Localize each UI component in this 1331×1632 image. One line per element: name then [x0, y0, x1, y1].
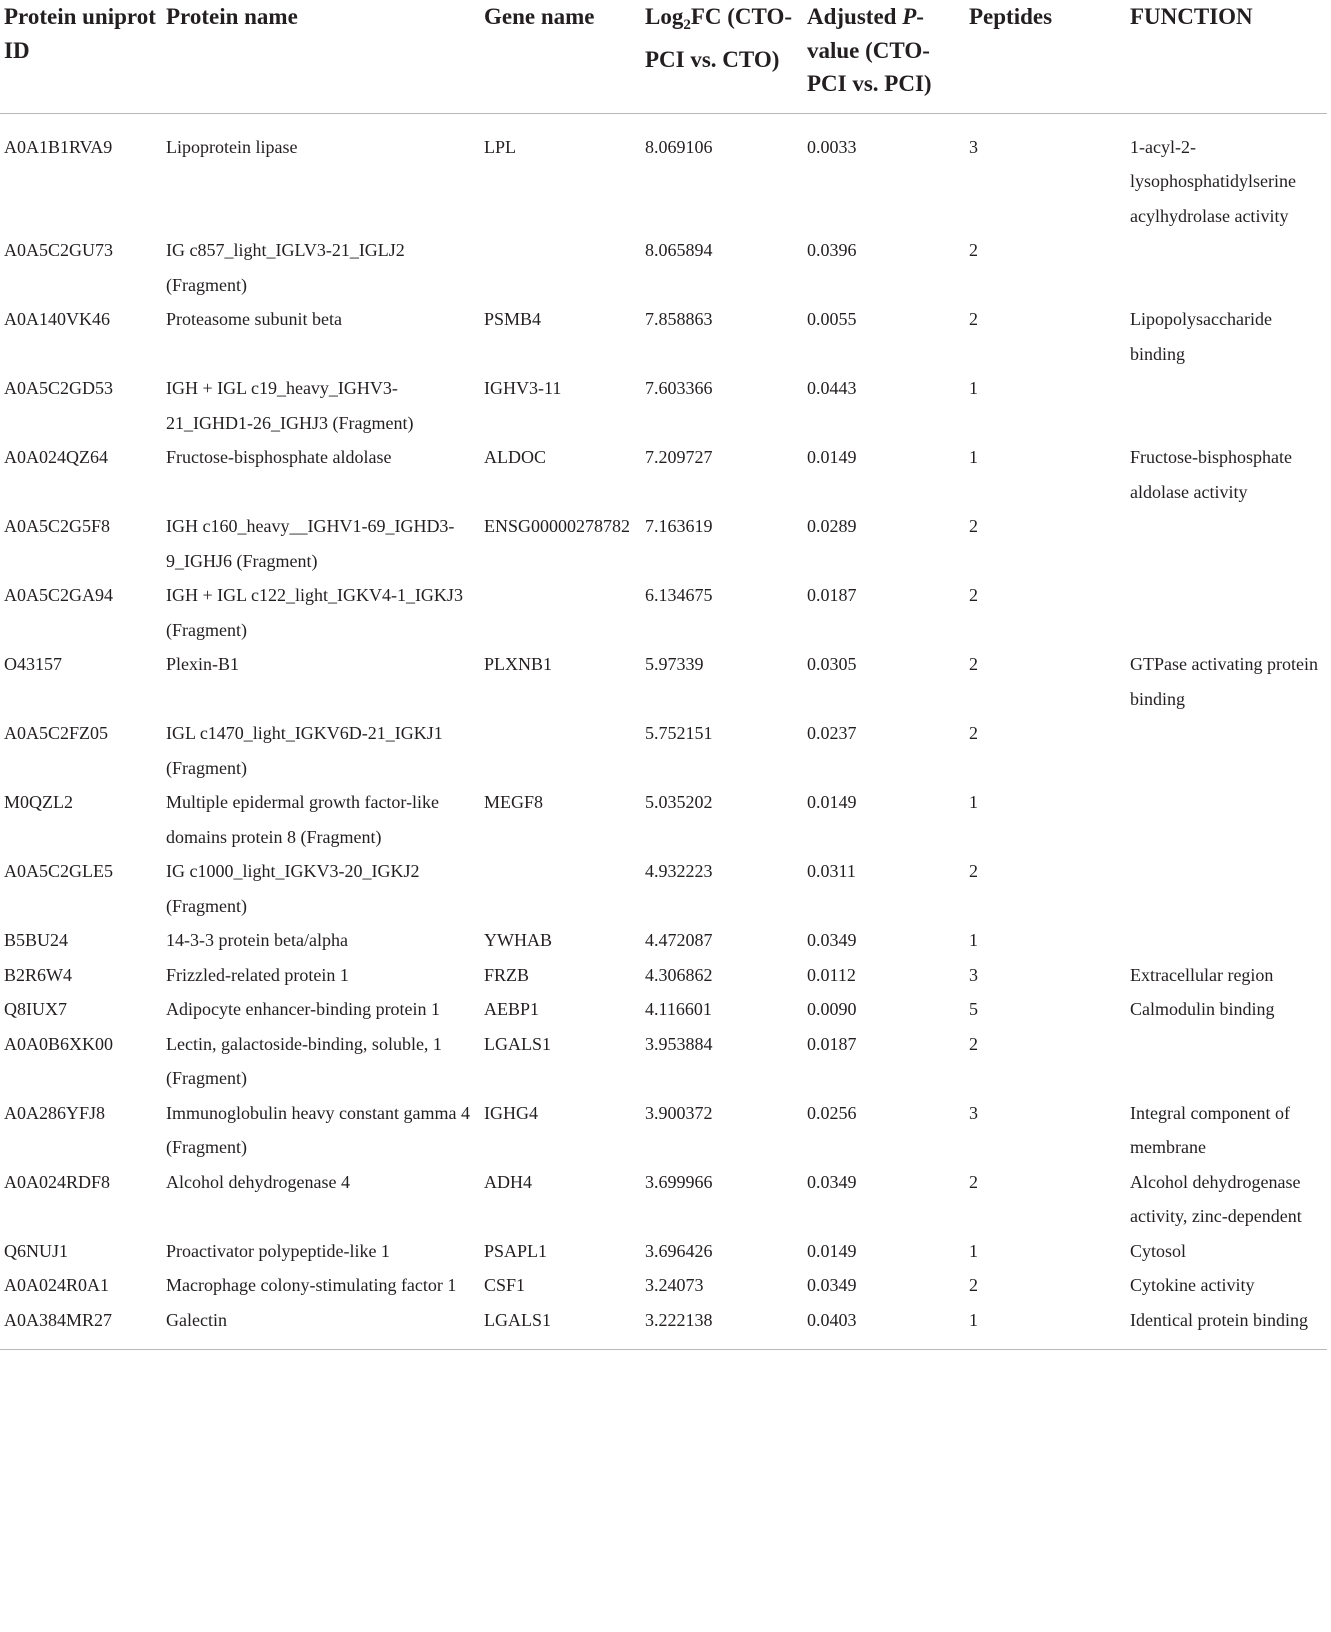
cell-protein-name: Multiple epidermal growth factor-like domains protein 8 (Fragment) — [166, 792, 440, 847]
cell-peptides: 2 — [969, 1033, 978, 1054]
cell-function — [1126, 1027, 1327, 1096]
cell-log2fc: 7.163619 — [645, 516, 713, 536]
cell-uniprot-id: A0A0B6XK00 — [4, 1033, 114, 1054]
header-log2fc-subscript: 2 — [683, 17, 691, 33]
table-row — [0, 1303, 1327, 1350]
cell-adjusted-pvalue: 0.0256 — [807, 1102, 857, 1123]
table-row — [0, 509, 1327, 578]
cell-function: GTPase activating protein binding — [1130, 654, 1318, 709]
table-header — [0, 0, 1327, 113]
cell-function — [1126, 509, 1327, 578]
table-row — [0, 1234, 1327, 1269]
cell-protein-name: Proactivator polypeptide-like 1 — [166, 1240, 390, 1261]
cell-log2fc: 4.116601 — [645, 999, 712, 1019]
cell-adjusted-pvalue: 0.0090 — [807, 999, 857, 1019]
table-row — [0, 1096, 1327, 1165]
cell-protein-name: IGH + IGL c122_light_IGKV4-1_IGKJ3 (Fragment) — [166, 585, 463, 640]
cell-peptides: 2 — [969, 1275, 978, 1295]
cell-adjusted-pvalue: 0.0149 — [807, 792, 857, 812]
header-pvalue-rest: -value (CTO-PCI vs. PCI) — [807, 4, 932, 96]
cell-adjusted-pvalue: 0.0149 — [807, 447, 857, 467]
header-peptides: Peptides — [965, 0, 1126, 113]
cell-uniprot-id: M0QZL2 — [4, 792, 73, 812]
header-function: FUNCTION — [1126, 0, 1327, 113]
cell-log2fc: 5.035202 — [645, 792, 713, 812]
cell-adjusted-pvalue: 0.0311 — [807, 861, 856, 881]
table-row — [0, 1165, 1327, 1234]
cell-uniprot-id: A0A024R0A1 — [4, 1275, 110, 1295]
cell-gene-name: ENSG00000278782 — [484, 516, 631, 536]
cell-gene-name: PLXNB1 — [484, 654, 553, 674]
cell-uniprot-id: A0A024RDF8 — [4, 1171, 111, 1192]
cell-protein-name: IG c857_light_IGLV3-21_IGLJ2 (Fragment) — [166, 240, 405, 295]
cell-log2fc: 4.306862 — [645, 964, 713, 985]
cell-uniprot-id: B5BU24 — [4, 930, 69, 950]
cell-adjusted-pvalue: 0.0349 — [807, 1171, 857, 1192]
header-log2fc-rest: FC (CTO-PCI vs. CTO) — [645, 4, 792, 72]
cell-function: Fructose-bisphosphate aldolase activity — [1130, 447, 1292, 502]
cell-protein-name: 14-3-3 protein beta/alpha — [166, 930, 348, 950]
table-row — [0, 113, 1327, 233]
cell-log2fc: 5.97339 — [645, 654, 704, 674]
cell-adjusted-pvalue: 0.0112 — [807, 964, 856, 985]
cell-adjusted-pvalue: 0.0443 — [807, 378, 857, 398]
cell-peptides: 2 — [969, 723, 978, 743]
cell-protein-name: IGH c160_heavy__IGHV1-69_IGHD3-9_IGHJ6 (Fragment) — [166, 516, 455, 571]
header-log2fc — [641, 0, 803, 113]
table-row — [0, 785, 1327, 854]
cell-function: Calmodulin binding — [1130, 999, 1275, 1019]
cell-protein-name: Alcohol dehydrogenase 4 — [166, 1171, 350, 1192]
cell-uniprot-id: A0A5C2GD53 — [4, 378, 114, 398]
cell-log2fc: 4.472087 — [645, 930, 713, 950]
cell-protein-name: Galectin — [162, 1303, 480, 1350]
table-row — [0, 1268, 1327, 1303]
cell-peptides: 2 — [969, 240, 978, 260]
cell-function: Cytosol — [1130, 1240, 1187, 1261]
cell-peptides: 2 — [969, 309, 978, 329]
cell-uniprot-id: A0A1B1RVA9 — [4, 136, 113, 157]
cell-adjusted-pvalue: 0.0349 — [807, 1275, 857, 1295]
cell-gene-name: ADH4 — [484, 1171, 532, 1192]
table-row — [0, 958, 1327, 993]
cell-peptides: 1 — [969, 792, 978, 812]
cell-function — [1126, 371, 1327, 440]
header-row — [0, 0, 1327, 113]
cell-gene-name: PSMB4 — [484, 309, 542, 329]
cell-gene-name: LPL — [484, 136, 517, 157]
cell-protein-name: Lectin, galactoside-binding, soluble, 1 (Fragment) — [166, 1033, 442, 1088]
cell-peptides: 2 — [969, 861, 978, 881]
cell-uniprot-id: A0A5C2GA94 — [4, 585, 114, 605]
cell-log2fc: 7.858863 — [645, 309, 713, 329]
cell-peptides: 1 — [969, 930, 978, 950]
cell-peptides: 2 — [969, 1171, 978, 1192]
cell-gene-name: CSF1 — [484, 1275, 526, 1295]
header-log2fc-prefix: Log — [645, 4, 684, 29]
table-body — [0, 113, 1327, 1350]
cell-adjusted-pvalue: 0.0187 — [807, 1033, 857, 1054]
cell-uniprot-id: A0A5C2G5F8 — [4, 516, 111, 536]
cell-function: Extracellular region — [1130, 964, 1274, 985]
cell-log2fc: 5.752151 — [645, 723, 713, 743]
table-row — [0, 440, 1327, 509]
cell-gene-name: LGALS1 — [480, 1303, 641, 1350]
cell-protein-name: Immunoglobulin heavy constant gamma 4 (Fragment) — [166, 1102, 470, 1157]
cell-gene-name: IGHG4 — [484, 1102, 538, 1123]
table-row — [0, 923, 1327, 958]
cell-peptides: 3 — [969, 136, 978, 157]
cell-peptides: 1 — [965, 1303, 1126, 1350]
cell-log2fc: 3.222138 — [641, 1303, 803, 1350]
header-protein-name: Protein name — [162, 0, 480, 113]
cell-log2fc: 7.603366 — [645, 378, 713, 398]
cell-function: Lipopolysaccharide binding — [1130, 309, 1272, 364]
cell-protein-name: IG c1000_light_IGKV3-20_IGKJ2 (Fragment) — [166, 861, 420, 916]
cell-gene-name: LGALS1 — [484, 1033, 551, 1054]
cell-gene-name — [480, 854, 641, 923]
cell-adjusted-pvalue: 0.0055 — [807, 309, 857, 329]
header-gene-name: Gene name — [480, 0, 641, 113]
table-row — [0, 716, 1327, 785]
cell-adjusted-pvalue: 0.0033 — [807, 136, 857, 157]
cell-uniprot-id: Q6NUJ1 — [4, 1240, 69, 1261]
cell-peptides: 2 — [969, 654, 978, 674]
cell-log2fc: 8.069106 — [645, 136, 713, 157]
cell-protein-name: Lipoprotein lipase — [166, 136, 298, 157]
cell-gene-name: MEGF8 — [484, 792, 544, 812]
cell-uniprot-id: A0A5C2GLE5 — [4, 861, 113, 881]
cell-log2fc: 3.900372 — [645, 1102, 713, 1123]
cell-gene-name — [480, 716, 641, 785]
cell-log2fc: 3.24073 — [645, 1275, 704, 1295]
table-row — [0, 302, 1327, 371]
cell-adjusted-pvalue: 0.0237 — [807, 723, 857, 743]
cell-protein-name: Fructose-bisphosphate aldolase — [166, 447, 392, 467]
cell-protein-name: Frizzled-related protein 1 — [166, 964, 349, 985]
cell-uniprot-id: A0A384MR27 — [0, 1303, 162, 1350]
cell-log2fc: 4.932223 — [645, 861, 713, 881]
cell-log2fc: 3.953884 — [645, 1033, 713, 1054]
cell-gene-name: PSAPL1 — [484, 1240, 548, 1261]
cell-uniprot-id: A0A5C2GU73 — [4, 240, 114, 260]
cell-uniprot-id: O43157 — [4, 654, 62, 674]
header-adjusted-pvalue — [803, 0, 965, 113]
cell-function — [1126, 785, 1327, 854]
cell-function — [1126, 854, 1327, 923]
cell-function: 1-acyl-2-lysophosphatidylserine acylhydrolase activity — [1130, 136, 1296, 226]
cell-uniprot-id: Q8IUX7 — [4, 999, 67, 1019]
cell-gene-name — [480, 578, 641, 647]
cell-gene-name — [480, 233, 641, 302]
cell-function: Cytokine activity — [1130, 1275, 1255, 1295]
cell-function — [1126, 923, 1327, 958]
header-uniprot-id: Protein uniprot ID — [0, 0, 162, 113]
cell-adjusted-pvalue: 0.0187 — [807, 585, 857, 605]
cell-gene-name: FRZB — [484, 964, 530, 985]
cell-protein-name: Macrophage colony-stimulating factor 1 — [166, 1275, 457, 1295]
cell-protein-name: Plexin-B1 — [166, 654, 240, 674]
cell-log2fc: 3.696426 — [645, 1240, 713, 1261]
cell-peptides: 3 — [969, 1102, 978, 1123]
cell-log2fc: 3.699966 — [645, 1171, 713, 1192]
cell-uniprot-id: A0A5C2FZ05 — [4, 723, 109, 743]
table-row — [0, 578, 1327, 647]
cell-peptides: 5 — [969, 999, 978, 1019]
cell-function — [1126, 233, 1327, 302]
cell-function: Identical protein binding — [1126, 1303, 1327, 1350]
cell-gene-name: IGHV3-11 — [484, 378, 562, 398]
cell-peptides: 1 — [969, 447, 978, 467]
cell-uniprot-id: A0A286YFJ8 — [4, 1102, 106, 1123]
table-row — [0, 854, 1327, 923]
cell-protein-name: IGL c1470_light_IGKV6D-21_IGKJ1 (Fragment) — [166, 723, 443, 778]
header-pvalue-italic: P — [902, 4, 917, 29]
cell-adjusted-pvalue: 0.0149 — [807, 1240, 857, 1261]
cell-uniprot-id: A0A024QZ64 — [4, 447, 108, 467]
cell-log2fc: 7.209727 — [645, 447, 713, 467]
cell-peptides: 2 — [969, 516, 978, 536]
header-pvalue-prefix: Adjusted — [807, 4, 903, 29]
table-row — [0, 371, 1327, 440]
cell-adjusted-pvalue: 0.0349 — [807, 930, 857, 950]
table-row — [0, 1027, 1327, 1096]
table-row — [0, 647, 1327, 716]
cell-peptides: 1 — [969, 378, 978, 398]
table-row — [0, 992, 1327, 1027]
cell-adjusted-pvalue: 0.0396 — [807, 240, 857, 260]
cell-peptides: 1 — [969, 1240, 978, 1261]
cell-log2fc: 6.134675 — [645, 585, 713, 605]
table-row — [0, 233, 1327, 302]
cell-uniprot-id: B2R6W4 — [4, 964, 73, 985]
cell-protein-name: Proteasome subunit beta — [166, 309, 342, 329]
cell-adjusted-pvalue: 0.0305 — [807, 654, 857, 674]
cell-uniprot-id: A0A140VK46 — [4, 309, 110, 329]
cell-function — [1126, 716, 1327, 785]
cell-function — [1126, 578, 1327, 647]
cell-function: Alcohol dehydrogenase activity, zinc-dependent — [1130, 1171, 1302, 1226]
cell-adjusted-pvalue: 0.0403 — [803, 1303, 965, 1350]
cell-adjusted-pvalue: 0.0289 — [807, 516, 857, 536]
cell-peptides: 2 — [969, 585, 978, 605]
cell-gene-name: ALDOC — [484, 447, 546, 467]
cell-gene-name: AEBP1 — [484, 999, 540, 1019]
cell-protein-name: IGH + IGL c19_heavy_IGHV3-21_IGHD1-26_IGHJ3 (Fragment) — [166, 378, 414, 433]
cell-gene-name: YWHAB — [484, 930, 552, 950]
cell-log2fc: 8.065894 — [645, 240, 713, 260]
cell-function: Integral component of membrane — [1130, 1102, 1290, 1157]
cell-protein-name: Adipocyte enhancer-binding protein 1 — [166, 999, 441, 1019]
cell-peptides: 3 — [969, 964, 978, 985]
